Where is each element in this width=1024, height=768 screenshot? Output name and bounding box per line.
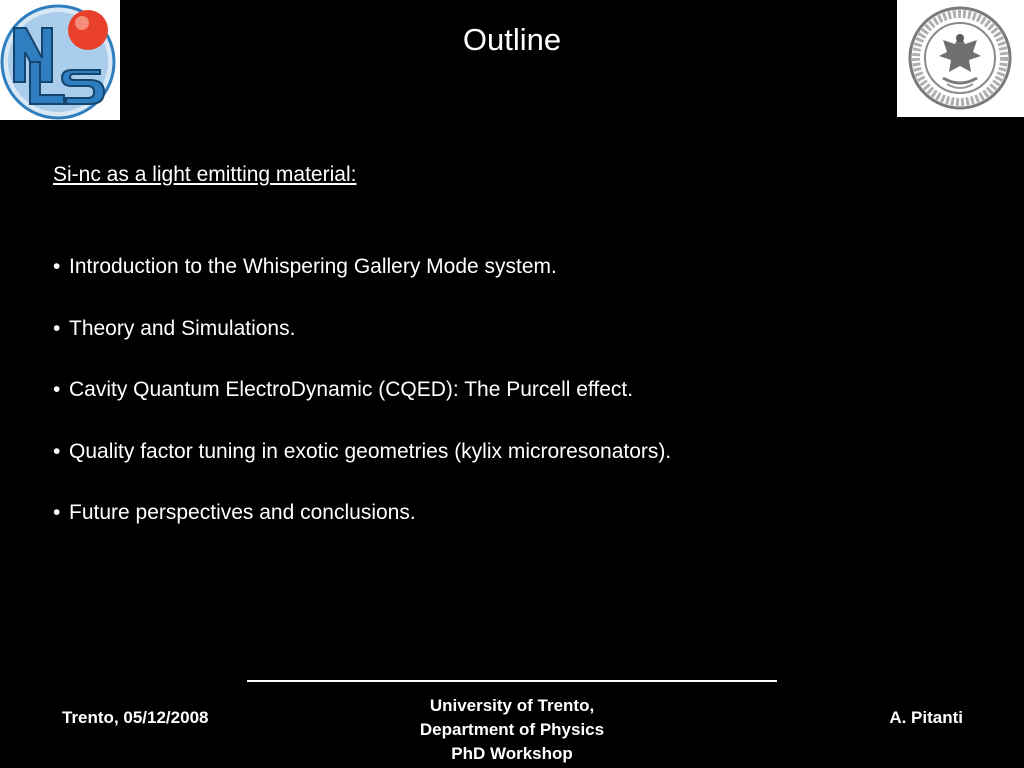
footer-institution	[312, 694, 712, 766]
list-item	[53, 439, 671, 501]
outline-list	[53, 254, 671, 562]
list-item-text: Quality factor tuning in exotic geometries (kylix microresonators).	[69, 439, 672, 463]
bullet-mark: •	[53, 439, 61, 463]
footer-author: A. Pitanti	[889, 708, 963, 727]
list-item	[53, 377, 671, 439]
bullet-mark: •	[53, 255, 61, 278]
footer-institution-line: PhD Workshop	[451, 744, 573, 763]
university-seal-icon	[897, 0, 1024, 117]
footer-location-date: Trento, 05/12/2008	[62, 708, 209, 727]
list-item	[53, 500, 671, 562]
bullet-mark: •	[53, 378, 61, 401]
footer-divider	[247, 680, 777, 682]
bullet-mark: •	[53, 501, 61, 524]
list-item-text: Introduction to the Whispering Gallery Mode system.	[69, 255, 557, 278]
nls-logo-icon	[0, 0, 120, 120]
list-item-text: Future perspectives and conclusions.	[69, 501, 416, 524]
nls-logo	[0, 0, 120, 120]
slide-title: Outline	[462, 22, 562, 57]
footer-institution-line: University of Trento,	[429, 696, 595, 715]
list-item-text: Cavity Quantum ElectroDynamic (CQED): The Purcell effect.	[69, 378, 634, 401]
list-item-text: Theory and Simulations.	[69, 316, 296, 340]
bullet-mark: •	[53, 316, 61, 340]
section-subtitle: Si-nc as a light emitting material:	[53, 163, 357, 186]
list-item	[53, 316, 671, 378]
footer-institution-line: Department of Physics	[419, 720, 605, 739]
university-seal-logo	[897, 0, 1024, 117]
list-item	[53, 254, 671, 316]
